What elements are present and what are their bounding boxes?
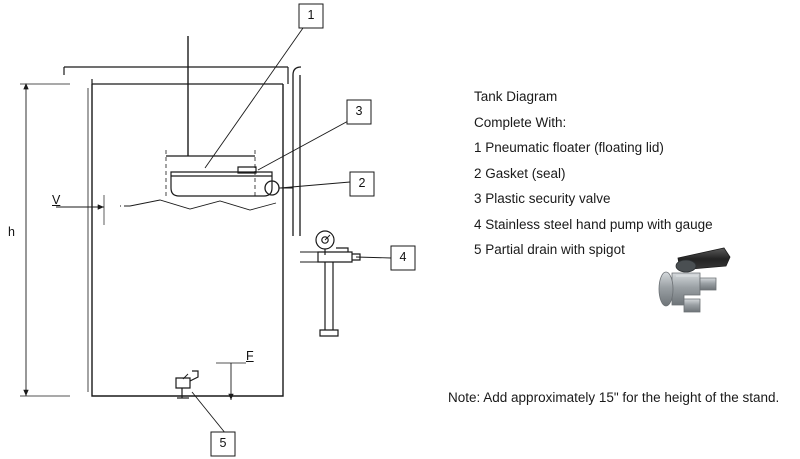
legend-item-2: 2 Gasket (seal) bbox=[474, 165, 566, 181]
legend-title-line-2: Complete With: bbox=[474, 114, 567, 130]
liquid-level-surface bbox=[120, 200, 276, 210]
drain-spigot-assembly bbox=[176, 371, 198, 398]
legend-item-4: 4 Stainless steel hand pump with gauge bbox=[474, 216, 713, 232]
callout-2: 2 bbox=[358, 176, 366, 190]
legend-item-5: 5 Partial drain with spigot bbox=[474, 242, 625, 257]
dimension-label-height: h bbox=[8, 225, 15, 239]
legend-block bbox=[474, 84, 794, 263]
stand-height-note: Note: Add approximately 15" for the height of the stand. bbox=[448, 390, 780, 405]
callout-boxes bbox=[211, 4, 415, 456]
callout-leader-lines bbox=[192, 28, 391, 434]
legend-title-line-1: Tank Diagram bbox=[474, 89, 558, 104]
callout-4: 4 bbox=[399, 250, 407, 264]
hand-pump-with-gauge bbox=[300, 231, 360, 336]
callout-5: 5 bbox=[219, 436, 227, 450]
tank-top-flange bbox=[64, 67, 288, 84]
legend-item-1: 1 Pneumatic floater (floating lid) bbox=[474, 140, 664, 155]
dimension-lines bbox=[20, 84, 246, 400]
callout-3: 3 bbox=[355, 104, 363, 118]
dimension-label-level: V bbox=[52, 193, 61, 207]
legend-item-3: 3 Plastic security valve bbox=[474, 191, 611, 206]
inner-lid-assembly bbox=[166, 36, 272, 196]
dimension-label-drain: F bbox=[246, 349, 254, 363]
callout-1: 1 bbox=[307, 8, 315, 22]
